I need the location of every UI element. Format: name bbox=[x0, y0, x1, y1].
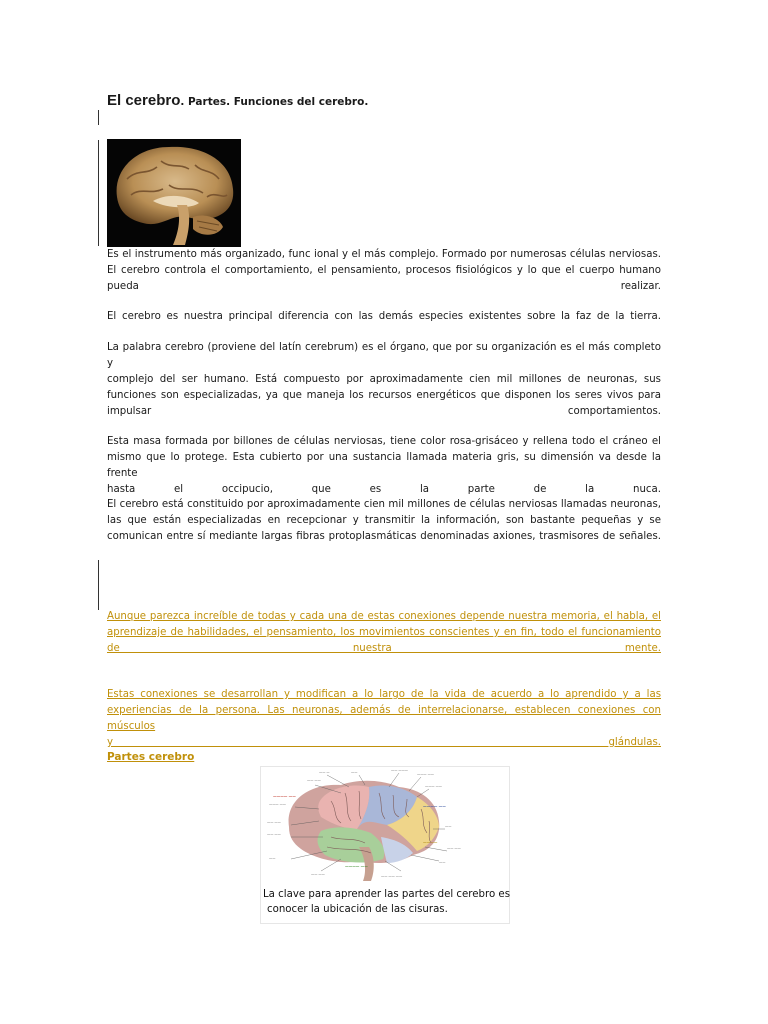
p1-line-3: pueda realizar. bbox=[107, 281, 661, 292]
p4-line-3: hasta el occipucio, que es la parte de la nuca. bbox=[107, 484, 661, 495]
svg-text:——— ——: ——— —— bbox=[425, 784, 442, 788]
margin-marker-2 bbox=[98, 560, 99, 610]
title-main: El cerebro bbox=[107, 92, 181, 109]
p5-line-2: las que están especializadas en recepcionar y transmitir la información, son bastante pequeñas y se bbox=[107, 515, 661, 526]
svg-text:——: —— bbox=[351, 770, 358, 774]
p1-line-2: El cerebro controla el comportamiento, el pensamiento, procesos fisiológicos y lo que el cuerpo humano bbox=[107, 265, 661, 276]
svg-text:———— ——: ———— —— bbox=[423, 804, 446, 808]
svg-text:—— ———: —— ——— bbox=[391, 768, 408, 772]
paragraph-3 bbox=[107, 340, 661, 420]
svg-text:——: —— bbox=[269, 856, 276, 860]
svg-text:——— ——: ——— —— bbox=[269, 802, 286, 806]
svg-text:——: —— bbox=[439, 860, 446, 864]
svg-text:——: —— bbox=[445, 824, 452, 828]
caption-line-2: conocer la ubicación de las cisuras. bbox=[267, 904, 448, 915]
svg-text:———— ——: ———— —— bbox=[273, 794, 296, 798]
brain-lobes-figure bbox=[260, 766, 510, 924]
svg-text:——— ——: ——— —— bbox=[417, 772, 434, 776]
margin-marker bbox=[98, 140, 99, 246]
svg-text:———— ——: ———— —— bbox=[345, 864, 368, 868]
svg-text:—— ——: —— —— bbox=[267, 832, 281, 836]
brain-photo bbox=[107, 139, 241, 247]
link2-line-1[interactable]: Estas conexiones se desarrollan y modifican a lo largo de la vida de acuerdo a lo aprendido y a las bbox=[107, 689, 661, 700]
p4-line-2: mismo que lo protege. Esta cubierto por una sustancia llamada materia gris, su dimensión va desde la frente bbox=[107, 452, 661, 479]
paragraph-5 bbox=[107, 497, 661, 545]
document-title bbox=[107, 92, 368, 110]
link1-line-2[interactable]: aprendizaje de habilidades, el pensamiento, los movimientos conscientes y en fin, todo el funcionamiento bbox=[107, 627, 661, 638]
link-paragraph-1[interactable] bbox=[107, 609, 661, 657]
p5-line-1: El cerebro está constituido por aproximadamente cien mil millones de células nerviosas llamadas neuronas, bbox=[107, 499, 661, 510]
link-paragraph-2[interactable] bbox=[107, 687, 661, 751]
p2-line-1: El cerebro es nuestra principal diferencia con las demás especies existentes sobre la faz de la tierra. bbox=[107, 311, 661, 322]
p3-line-3: funciones son especializadas, ya que maneja los recursos energéticos que disponen los seres vivos para bbox=[107, 390, 661, 401]
title-sub: . Partes. Funciones del cerebro. bbox=[180, 96, 369, 108]
svg-text:—— ——: —— —— bbox=[267, 820, 281, 824]
link1-line-1[interactable]: Aunque parezca increíble de todas y cada una de estas conexiones depende nuestra memoria, el habla, el bbox=[107, 611, 661, 622]
p3-line-2: complejo del ser humano. Está compuesto por aproximadamente cien mil millones de neuronas, sus bbox=[107, 374, 661, 385]
p3-line-4: impulsar comportamientos. bbox=[107, 406, 661, 417]
svg-text:—— ——: —— —— bbox=[447, 846, 461, 850]
text-cursor bbox=[98, 110, 99, 125]
brain-lobes-diagram bbox=[261, 767, 509, 885]
figure-caption bbox=[261, 887, 511, 917]
paragraph-2 bbox=[107, 309, 661, 325]
section-heading-partes[interactable]: Partes cerebro bbox=[107, 751, 195, 763]
link2-line-3[interactable]: y glándulas. bbox=[107, 737, 661, 748]
svg-text:————: ———— bbox=[423, 840, 438, 844]
caption-line-1: La clave para aprender las partes del cerebro es bbox=[263, 889, 511, 900]
link1-line-3[interactable]: de nuestra mente. bbox=[107, 643, 661, 654]
paragraph-1 bbox=[107, 247, 661, 295]
p5-line-3: comunican entre sí mediante largas fibras protoplasmáticas denominadas axiones, trasmisores de señales. bbox=[107, 531, 661, 542]
label-tiny: —— —— bbox=[307, 778, 321, 782]
paragraph-4 bbox=[107, 434, 661, 498]
p4-line-1: Esta masa formada por billones de células nerviosas, tiene color rosa-grisáceo y rellena todo el cráneo el bbox=[107, 436, 661, 447]
link2-line-2[interactable]: experiencias de la persona. Las neuronas, además de interrelacionarse, establecen conexiones con músculos bbox=[107, 705, 661, 732]
svg-text:—— —: —— — bbox=[319, 770, 330, 774]
svg-text:—— ——: —— —— bbox=[311, 872, 325, 876]
p1-line-1: Es el instrumento más organizado, func ional y el más complejo. Formado por numerosas células nerviosas. bbox=[107, 249, 661, 260]
brain-sagittal-image bbox=[107, 139, 241, 247]
p3-line-1: La palabra cerebro (proviene del latín cerebrum) es el órgano, que por su organización es el más completo y bbox=[107, 342, 661, 369]
svg-text:—— —— ——: —— —— —— bbox=[381, 874, 403, 878]
